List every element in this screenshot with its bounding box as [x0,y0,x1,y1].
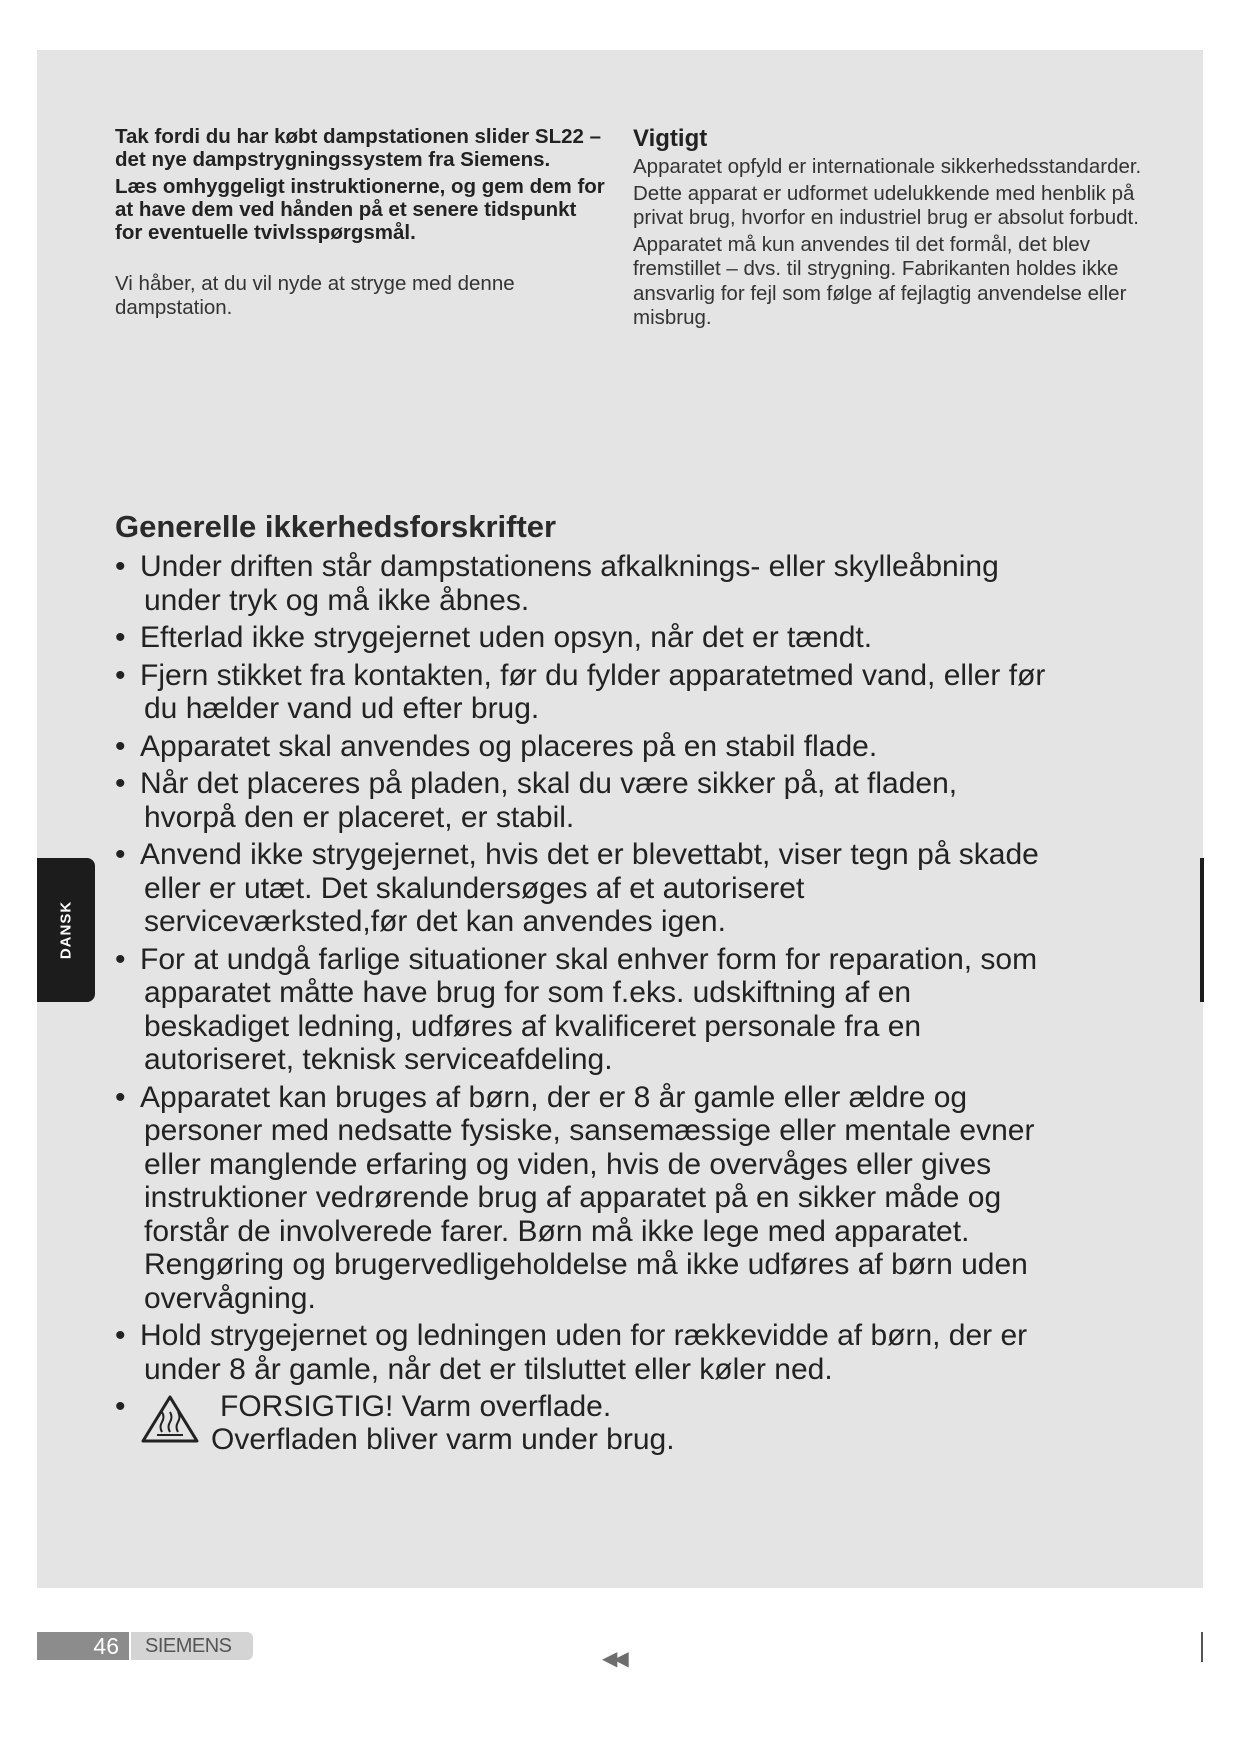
safety-item [115,550,1175,617]
important-paragraph: Apparatet opfyld er internationale sikkerhedsstandarder. [633,155,1142,178]
important-title: Vigtigt [633,125,708,152]
safety-item [115,838,1175,939]
safety-item-line: overvågning. [144,1281,316,1315]
safety-item-line: Rengøring og brugervedligeholdelse må ikke udføres af børn uden [144,1248,1028,1281]
safety-item [115,1081,1175,1316]
safety-warning-item [115,1390,1175,1460]
safety-item [115,767,1175,834]
safety-item-line: hvorpå den er placeret, er stabil. [144,800,575,834]
bullet-marker: • [115,767,126,800]
safety-item-line: apparatet måtte have brug for som f.eks. udskiftning af en [144,976,912,1009]
bullet-marker: • [115,658,126,692]
bullet-marker: • [115,942,126,976]
safety-list [115,550,1175,1464]
intro-column [115,125,605,320]
bullet-marker: • [115,1319,126,1352]
bullet-marker: • [115,1390,126,1423]
hot-surface-warning-icon [140,1394,200,1444]
bullet-marker: • [115,1080,126,1114]
safety-item-line: autoriseret, teknisk serviceafdeling. [144,1043,613,1076]
safety-item [115,943,1175,1077]
safety-item-line: du hælder vand ud efter brug. [144,692,540,725]
safety-item-line: Fjern stikket fra kontakten, før du fylder apparatetmed vand, eller før [140,658,1046,692]
right-edge-marker [1200,858,1204,1002]
language-tab-label: DANSK [57,900,75,960]
intro-closing: Vi håber, at du vil nyde at stryge med denne dampstation. [115,272,515,319]
brand-label: SIEMENS [131,1632,253,1660]
safety-item [115,1319,1175,1386]
safety-item-line: under tryk og må ikke åbnes. [144,583,530,617]
bullet-marker: • [115,838,126,871]
safety-title: Generelle ikkerhedsforskrifter [115,509,557,544]
safety-item [115,730,1175,764]
safety-item-line: Anvend ikke strygejernet, hvis det er blevettabt, viser tegn på skade [140,838,1039,871]
intro-read-instructions: Læs omhyggeligt instruktionerne, og gem dem for at have dem ved hånden på et senere tidspunkt for eventuelle tvivlsspørgsmål. [115,175,605,244]
warning-description: Overfladen bliver varm under brug. [211,1423,675,1456]
bullet-marker: • [115,550,126,583]
safety-item-line: forstår de involverede farer. Børn må ikke lege med apparatet. [144,1214,970,1248]
warning-title: FORSIGTIG! Varm overflade. [220,1390,612,1423]
important-paragraph: Apparatet må kun anvendes til det formål, det blev fremstillet – dvs. til strygning. Fabrikanten holdes ikke ansvarlig for fejl som følge af fejlagtig anvendelse eller misbrug. [633,232,1127,329]
bullet-marker: • [115,621,126,654]
intro-thanks: Tak fordi du har købt dampstationen slider SL22 – det nye dampstrygningssystem fra Siemens. [115,125,602,171]
safety-item-line: Under driften står dampstationens afkalknings- eller skylleåbning [140,550,999,583]
safety-item-line: eller manglende erfaring og viden, hvis de overvåges eller gives [144,1147,992,1181]
safety-item-line: serviceværksted,før det kan anvendes igen. [144,905,726,938]
nav-back-arrows-icon[interactable]: ◀◀ [602,1648,625,1670]
safety-item-line: eller er utæt. Det skalundersøges af et autoriseret [144,871,805,905]
safety-item-line: personer med nedsatte fysiske, sansemæssige eller mentale evner [144,1114,1035,1147]
safety-item-line: For at undgå farlige situationer skal enhver form for reparation, som [140,942,1038,976]
important-column [633,125,1153,333]
safety-item-line: Apparatet kan bruges af børn, der er 8 år gamle eller ældre og [140,1080,968,1114]
bullet-marker: • [115,729,126,763]
important-paragraph: Dette apparat er udformet udelukkende med henblik på privat brug, hvorfor en industriel brug er absolut forbudt. [633,181,1139,229]
safety-item-line: Apparatet skal anvendes og placeres på en stabil flade. [140,729,878,763]
safety-item-line: Hold strygejernet og ledningen uden for rækkevidde af børn, der er [140,1319,1028,1352]
safety-item-line: beskadiget ledning, udføres af kvalificeret personale fra en [144,1009,922,1043]
safety-item [115,659,1175,726]
safety-item-line: Efterlad ikke strygejernet uden opsyn, når det er tændt. [140,621,873,654]
safety-item-line: instruktioner vedrørende brug af apparatet på en sikker måde og [144,1181,1002,1214]
language-tab [37,858,95,1002]
footer-rule [1201,1632,1203,1662]
safety-item [115,621,1175,655]
page-number: 46 [37,1632,129,1660]
safety-item-line: Når det placeres på pladen, skal du være sikker på, at fladen, [140,767,958,800]
safety-item-line: under 8 år gamle, når det er tilsluttet eller køler ned. [144,1352,833,1386]
